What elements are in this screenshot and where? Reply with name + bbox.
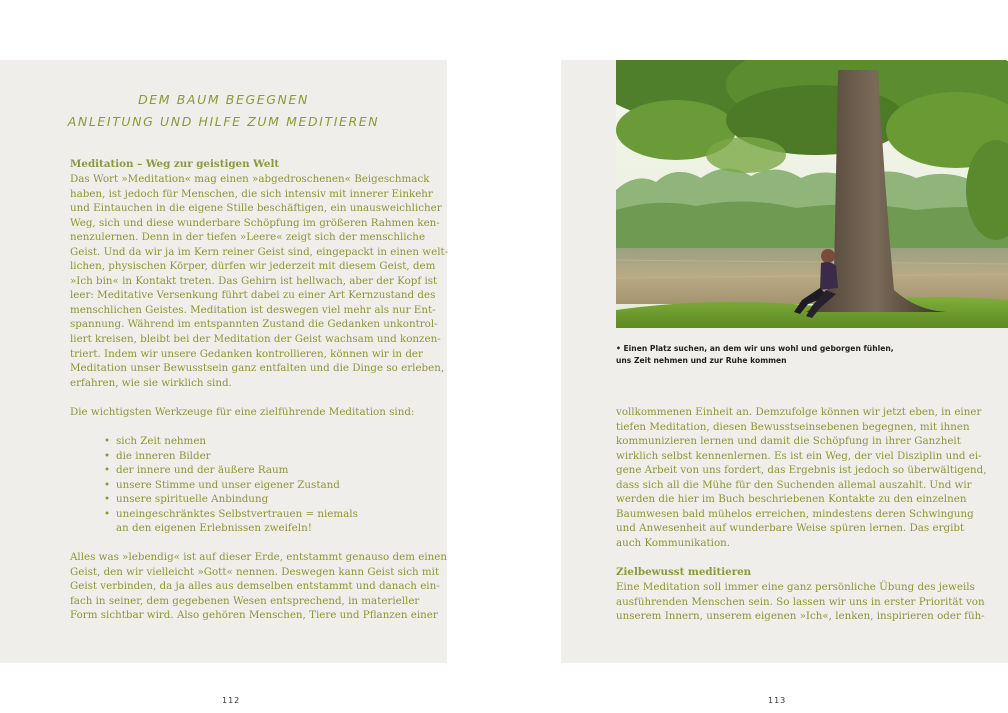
photo-caption bbox=[616, 343, 894, 366]
text-line: dass sich all die Mühe für den Suchenden allemal auszahlt. Und wir bbox=[616, 478, 972, 491]
text-line: spannung. Während im entspannten Zustand die Gedanken unkontrol- bbox=[70, 318, 438, 331]
text-line: ausführenden Menschen sein. So lassen wir uns in erster Priorität von bbox=[616, 595, 985, 608]
paragraph-tools-intro: Die wichtigsten Werkzeuge für eine zielführende Meditation sind: bbox=[70, 406, 415, 418]
paragraph-meditation bbox=[70, 172, 449, 390]
tool-list-item bbox=[104, 521, 358, 536]
text-line: Baumwesen bald mühelos erreichen, mindestens deren Schwingung bbox=[616, 507, 974, 520]
bullet-icon: • bbox=[104, 435, 111, 447]
text-line: Geist. Und da wir ja im Kern reiner Geist sind, eingepackt in einen welt- bbox=[70, 245, 449, 258]
tool-list-text: der innere und der äußere Raum bbox=[116, 464, 289, 477]
tool-list-item bbox=[104, 492, 358, 507]
text-line: unserem Innern, unserem eigenen »Ich«, lenken, inspirieren oder füh- bbox=[616, 610, 985, 623]
bullet-icon: • bbox=[104, 449, 111, 462]
text-line: triert. Indem wir unsere Gedanken kontrollieren, können wir in der bbox=[70, 347, 423, 360]
tool-list-text: sich Zeit nehmen bbox=[116, 435, 207, 447]
text-line: werden die hier im Buch beschriebenen Kontakte zu den einzelnen bbox=[616, 493, 967, 506]
bullet-icon: • bbox=[104, 493, 111, 506]
tools-list bbox=[104, 434, 358, 536]
chapter-subheading: ANLEITUNG UND HILFE ZUM MEDITIEREN bbox=[67, 114, 380, 129]
text-line: tiefen Meditation, diesen Bewusstseinsebenen begegnen, mit ihnen bbox=[616, 420, 970, 433]
text-line: leer: Meditative Versenkung führt dabei zu einer Art Kernzustand des bbox=[70, 289, 436, 302]
text-line: Eine Meditation soll immer eine ganz persönliche Übung des jeweils bbox=[616, 581, 975, 593]
tool-list-item bbox=[104, 434, 358, 449]
tool-list-text: uneingeschränktes Selbstvertrauen = niemals bbox=[116, 507, 358, 520]
text-line: Das Wort »Meditation« mag einen »abgedroschenen« Beigeschmack bbox=[70, 173, 430, 185]
tool-list-item bbox=[104, 507, 358, 522]
paragraph-unity bbox=[616, 405, 987, 550]
paragraph-living-spirit bbox=[70, 550, 447, 623]
text-line: menschlichen Geistes. Meditation ist deswegen viel mehr als nur Ent- bbox=[70, 303, 436, 316]
tool-list-item bbox=[104, 449, 358, 464]
bullet-icon: • bbox=[104, 464, 111, 477]
text-line: und Anwesenheit auf wunderbare Weise spüren lernen. Das ergibt bbox=[616, 522, 965, 535]
text-line: haben, ist jedoch für Menschen, die sich intensiv mit innerer Einkehr bbox=[70, 187, 433, 200]
text-line: Meditation unser Bewusstsein ganz entfalten und die Dinge so erleben, bbox=[70, 362, 445, 375]
text-line: auch Kommunikation. bbox=[616, 536, 731, 549]
text-line: liert kreisen, bleibt bei der Meditation der Geist wachsam und konzen- bbox=[70, 333, 441, 346]
tool-list-text: die inneren Bilder bbox=[116, 449, 211, 462]
bullet-icon: • bbox=[104, 507, 111, 520]
text-line: Geist, den wir vielleicht »Gott« nennen. Deswegen kann Geist sich mit bbox=[70, 565, 440, 578]
text-line: Alles was »lebendig« ist auf dieser Erde, entstammt genauso dem einen bbox=[70, 551, 447, 563]
page-number-left: 112 bbox=[222, 696, 241, 705]
section-heading-meditation: Meditation – Weg zur geistigen Welt bbox=[70, 158, 280, 170]
text-line: gene Arbeit von uns fordert, das Ergebnis ist jedoch so überwältigend, bbox=[616, 464, 987, 477]
tool-list-item bbox=[104, 463, 358, 478]
text-line: »Ich bin« in Kontakt treten. Das Gehirn ist hellwach, aber der Kopf ist bbox=[70, 274, 438, 287]
text-line: vollkommenen Einheit an. Demzufolge können wir jetzt eben, in einer bbox=[616, 406, 982, 418]
text-line: und Eintauchen in die eigene Stille beschäftigen, ein unausweichlicher bbox=[70, 202, 442, 215]
bullet-icon: • bbox=[104, 478, 111, 491]
tool-list-text: an den eigenen Erlebnissen zweifeln! bbox=[116, 522, 312, 535]
text-line: wirklich selbst kennenlernen. Es ist ein Weg, der viel Disziplin und ei- bbox=[616, 449, 982, 462]
tool-list-item bbox=[104, 478, 358, 493]
text-line: lichen, physischen Körper, dürfen wir jederzeit mit diesem Geist, dem bbox=[70, 260, 436, 273]
photo-woman-under-tree bbox=[616, 60, 1008, 328]
text-line: nenzulernen. Denn in der tiefen »Leere« zeigt sich der menschliche bbox=[70, 231, 426, 244]
text-line: uns Zeit nehmen und zur Ruhe kommen bbox=[616, 355, 787, 365]
text-line: erfahren, wie sie wirklich sind. bbox=[70, 376, 232, 389]
page-number-right: 113 bbox=[768, 696, 787, 705]
text-line: Geist verbinden, da ja alles aus demselben entstammt und danach ein- bbox=[70, 580, 440, 593]
text-line: Weg, sich und diese wunderbare Schöpfung im größeren Rahmen ken- bbox=[70, 216, 440, 229]
text-line: • Einen Platz suchen, an dem wir uns wohl und geborgen fühlen, bbox=[616, 344, 894, 353]
text-line: fach in seiner, dem gegebenen Wesen entsprechend, in materieller bbox=[70, 594, 420, 607]
text-line: Form sichtbar wird. Also gehören Menschen, Tiere und Pflanzen einer bbox=[70, 609, 438, 622]
tool-list-text: unsere spirituelle Anbindung bbox=[116, 493, 269, 506]
section-heading-goal: Zielbewusst meditieren bbox=[616, 566, 752, 578]
text-line: kommunizieren lernen und damit die Schöpfung in ihrer Ganzheit bbox=[616, 435, 961, 448]
tool-list-text: unsere Stimme und unser eigener Zustand bbox=[116, 478, 340, 491]
paragraph-goal-meditation bbox=[616, 580, 985, 624]
chapter-heading: DEM BAUM BEGEGNEN bbox=[138, 92, 309, 107]
